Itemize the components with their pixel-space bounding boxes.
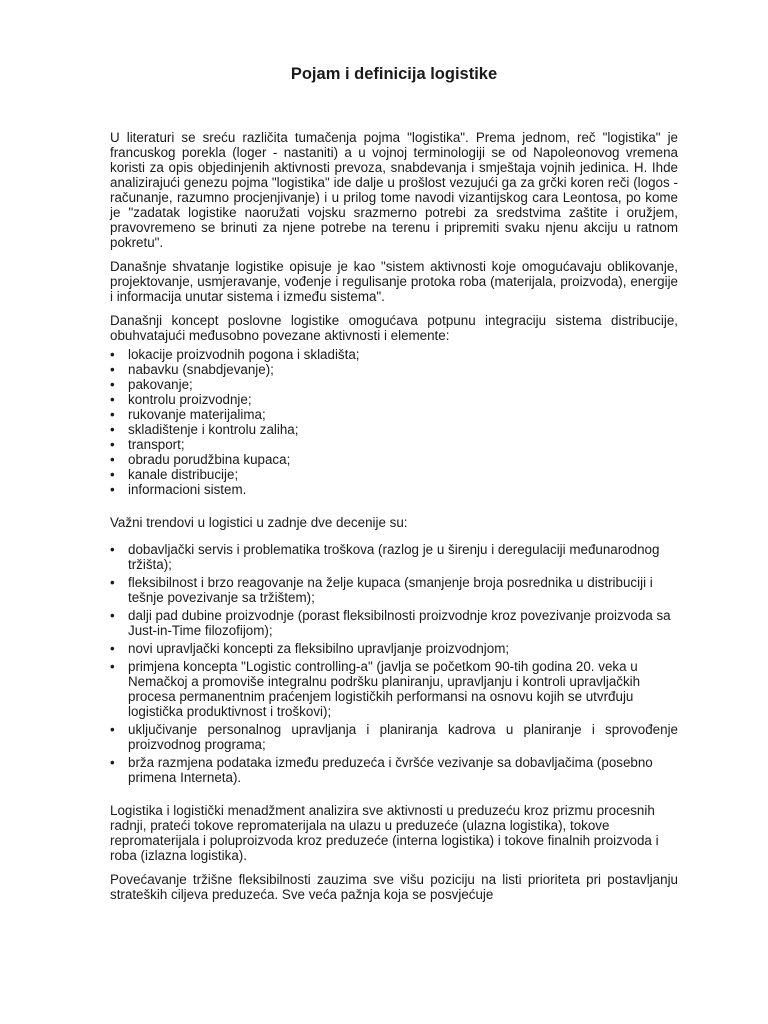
list-item: • fleksibilnost i brzo reagovanje na želje kupaca (smanjenje broja posrednika u distribuciji i tešnje povezivanje sa tržištem); xyxy=(110,575,653,605)
bullet-icon: • xyxy=(110,347,115,362)
list-item: • nabavku (snabdjevanje); xyxy=(110,362,274,377)
bullet-icon: • xyxy=(110,575,115,590)
bullet-icon: • xyxy=(110,377,115,392)
bullet-icon: • xyxy=(110,722,115,737)
list-item: • skladištenje i kontrolu zaliha; xyxy=(110,422,299,437)
paragraph-concept: Današnji koncept poslovne logistike omogućava potpunu integraciju sistema distribucije, obuhvatajući međusobno povezane aktivnosti i elemente: xyxy=(110,313,678,343)
bullet-icon: • xyxy=(110,467,115,482)
list-item: • rukovanje materijalima; xyxy=(110,407,266,422)
paragraph-definition: Današnje shvatanje logistike opisuje je kao "sistem aktivnosti koje omogućavaju oblikovanje, projektovanje, usmjeravanje, vođenje i regulisanje protoka roba (materijala, proizvoda), energije i informacija unutar sistema i između sistema". xyxy=(110,259,678,304)
list-item: • obradu porudžbina kupaca; xyxy=(110,452,291,467)
trends-list xyxy=(110,542,678,785)
list-item: • informacioni sistem. xyxy=(110,482,247,497)
paragraph-flexibility: Povećavanje tržišne fleksibilnosti zauzima sve višu poziciju na listi prioriteta pri postavljanju strateških ciljeva preduzeća. Sve veća pažnja koja se posvjećuje xyxy=(110,872,678,902)
bullet-icon: • xyxy=(110,482,115,497)
bullet-icon: • xyxy=(110,659,115,674)
bullet-icon: • xyxy=(110,437,115,452)
bullet-icon: • xyxy=(110,392,115,407)
bullet-icon: • xyxy=(110,422,115,437)
list-item: • lokacije proizvodnih pogona i skladišta; xyxy=(110,347,360,362)
list-item: • dalji pad dubine proizvodnje (porast fleksibilnosti proizvodnje kroz povezivanje proizvoda sa Just-in-Time filozofijom); xyxy=(110,608,671,638)
list-item: • dobavljački servis i problematika troškova (razlog je u širenju i deregulaciji međunarodnog tržišta); xyxy=(110,542,660,572)
list-item: • uključivanje personalnog upravljanja i planiranja kadrova u planiranje i sprovođenje proizvodnog programa; xyxy=(110,722,678,752)
bullet-icon: • xyxy=(110,362,115,377)
paragraph-logistics-management: Logistika i logistički menadžment analizira sve aktivnosti u preduzeću kroz prizmu procesnih radnji, prateći tokove repromaterijala na ulazu u preduzeće (ulazna logistika), tokove repromaterijala i poluproizvoda kroz preduzeće (interna logistika) i tokove finalnih proizvoda i roba (izlazna logistika). xyxy=(110,803,659,863)
list-item: • kontrolu proizvodnje; xyxy=(110,392,252,407)
list-item: • novi upravljački koncepti za fleksibilno upravljanje proizvodnjom; xyxy=(110,641,510,656)
list-item: • primjena koncepta "Logistic controlling-a" (javlja se početkom 90-tih godina 20. veka u Nemačkoj a promoviše integralnu podršku planiranju, upravljanju i kontroli upravljačkih procesa permanentnim praćenjem logističkih performansi na osnovu kojih se utvrđuju logistička produktivnost i troškovi); xyxy=(110,659,641,719)
bullet-icon: • xyxy=(110,542,115,557)
paragraph-trends-intro: Važni trendovi u logistici u zadnje dve decenije su: xyxy=(110,515,408,530)
bullet-icon: • xyxy=(110,755,115,770)
bullet-icon: • xyxy=(110,641,115,656)
list-item: • brža razmjena podataka između preduzeća i čvršće vezivanje sa dobavljačima (posebno primena Interneta). xyxy=(110,755,653,785)
paragraph-intro: U literaturi se sreću različita tumačenja pojma "logistika". Prema jednom, reč "logistika" je francuskog porekla (loger - nastaniti) a u vojnoj terminologiji se od Napoleonovog vremena koristi za opis objedinjenih aktivnosti prevoza, snabdevanja i smještaja vojnih jedinica. H. Ihde analizirajući genezu pojma "logistika" ide dalje u prošlost vezujući ga za grčki koren reči (logos - računanje, razumno procjenjivanje) i u prilog tome navodi vizantijskog cara Leontosa, po kome je "zadatak logistike naoružati vojsku srazmerno potrebi za sredstvima zaštite i oružjem, pravovremeno se brinuti za njene potrebe na terenu i pripremiti svaku njenu akciju u ratnom pokretu". xyxy=(110,130,678,250)
bullet-icon: • xyxy=(110,407,115,422)
bullet-icon: • xyxy=(110,608,115,623)
list-item: • pakovanje; xyxy=(110,377,193,392)
elements-list xyxy=(110,347,678,497)
list-item: • transport; xyxy=(110,437,185,452)
bullet-icon: • xyxy=(110,452,115,467)
document-page xyxy=(110,60,678,911)
list-item: • kanale distribucije; xyxy=(110,467,239,482)
page-title: Pojam i definicija logistike xyxy=(290,65,498,83)
